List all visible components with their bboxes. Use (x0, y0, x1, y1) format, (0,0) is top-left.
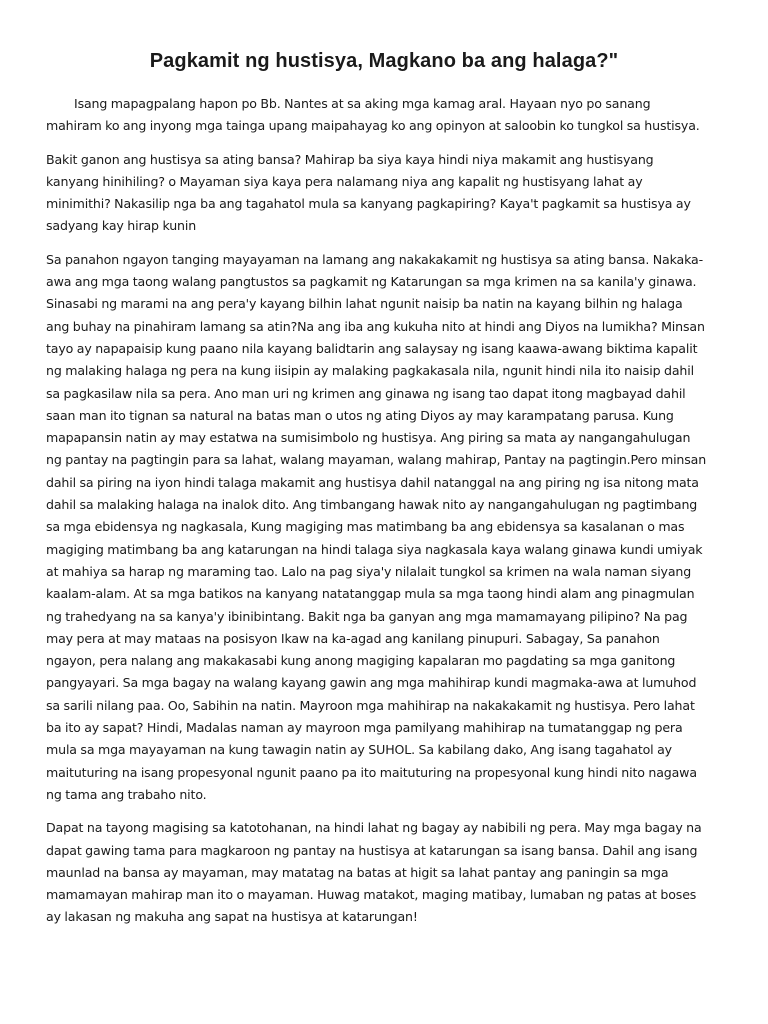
paragraph-conclusion: Dapat na tayong magising sa katotohanan, na hindi lahat ng bagay ay nabibili ng pera. May mga bagay na dapat gawing tama para magkaroon ng pantay na hustisya at katarungan sa isang bansa. Dahil ang isang maunlad na bansa ay mayaman, may matatag na batas at higit sa lahat pantay ang paningin sa mga mamamayan mahirap man ito o mayaman. Huwag matakot, maging matibay, lumaban ng patas at boses ay lakasan ng makuha ang sapat na hustisya at katarungan! (46, 820, 702, 925)
paragraph-questions: Bakit ganon ang hustisya sa ating bansa? Mahirap ba siya kaya hindi niya makamit ang hustisyang kanyang hinihiling? o Mayaman siya kaya pera nalamang niya ang kapalit ng hustisyang lahat ay minimithi? Nakasilip nga ba ang tagahatol mula sa kanyang pagkapiring? Kaya't pagkamit sa hustisya ay sadyang kay hirap kunin (46, 151, 691, 234)
paragraph-intro: Isang mapagpalang hapon po Bb. Nantes at sa aking mga kamag aral. Hayaan nyo po sanang mahiram ko ang inyong mga tainga upang maipahayag ko ang opinyon at saloobin ko tungkol sa hustisya. (46, 96, 700, 134)
document-title: Pagkamit ng hustisya, Magkano ba ang halaga?" (149, 50, 619, 72)
paragraph-body: Sa panahon ngayon tanging mayayaman na lamang ang nakakakamit ng hustisya sa ating bansa. Nakaka-awa ang mga taong walang pangtustos sa pagkamit ng Katarungan sa mga krimen na sa kanila'y ginawa. Sinasabi ng marami na ang pera'y kayang bilhin lahat ngunit naisip ba natin na kayang bilhin ng halaga ang buhay na pinahiram lamang sa atin?Na ang iba ang kukuha nito at hindi ang Diyos na lumikha? Minsan tayo ay napapaisip kung paano nila kayang balidtarin ang salaysay ng isang kaawa-awang biktima kapalit ng malaking halaga ng pera na kung iisipin ay malaking pagkakasala nila, ngunit hindi nila ito naisip dahil sa pagkasilaw nila sa pera. Ano man uri ng krimen ang ginawa ng isang tao dapat itong magbayad dahil saan man ito tignan sa natural na batas man o utos ng ating Diyos ay may karampatang parusa. Kung mapapansin natin ay may estatwa na sumisimbolo ng hustisya. Ang piring sa mata ay nangangahulugan ng pantay na pagtingin para sa lahat, walang mayaman, walang mahirap, Pantay na pagtingin.Pero minsan dahil sa piring na iyon hindi talaga makamit ang hustisya dahil natanggal na ang piring ng isa nitong mata dahil sa malaking halaga na inalok dito. Ang timbangang hawak nito ay nangangahulugan ng pagtimbang sa mga ebidensya ng nagkasala, Kung magiging mas matimbang ba ang ebidensya sa kasalanan o mas magiging matimbang ba ang katarungan na hindi talaga siya nagkasala kaya walang ginawa kundi umiyak at mahiya sa harap ng maraming tao. Lalo na pag siya'y nilalait tungkol sa krimen na wala naman siyang kaalam-alam. At sa mga batikos na kanyang natatanggap mula sa mga taong hindi alam ang pinagmulan ng trahedyang na sa kanya'y ibinibintang. Bakit nga ba ganyan ang mga mamamayang pilipino? Na pag may pera at may mataas na posisyon Ikaw na ka-agad ang kanilang pinupuri. Sabagay, Sa panahon ngayon, pera nalang ang makakasabi kung anong magiging kapalaran mo pagdating sa mga ganitong pangyayari. Sa mga bagay na walang kayang gawin ang mga mahihirap kundi magmaka-awa at lumuhod sa sarili nilang paa. Oo, Sabihin na natin. Mayroon mga mahihirap na nakakakamit ng hustisya. Pero lahat ba ito ay sapat? Hindi, Madalas naman ay mayroon mga pamilyang mahihirap na tumatanggap ng pera mula sa mga mayayaman na kung tawagin natin ay SUHOL. Sa kabilang dako, Ang isang tagahatol ay maituturing na isang propesyonal ngunit paano pa ito maituturing na propesyonal kung hindi nito nagawa ng tama ang trabaho nito. (46, 251, 707, 802)
